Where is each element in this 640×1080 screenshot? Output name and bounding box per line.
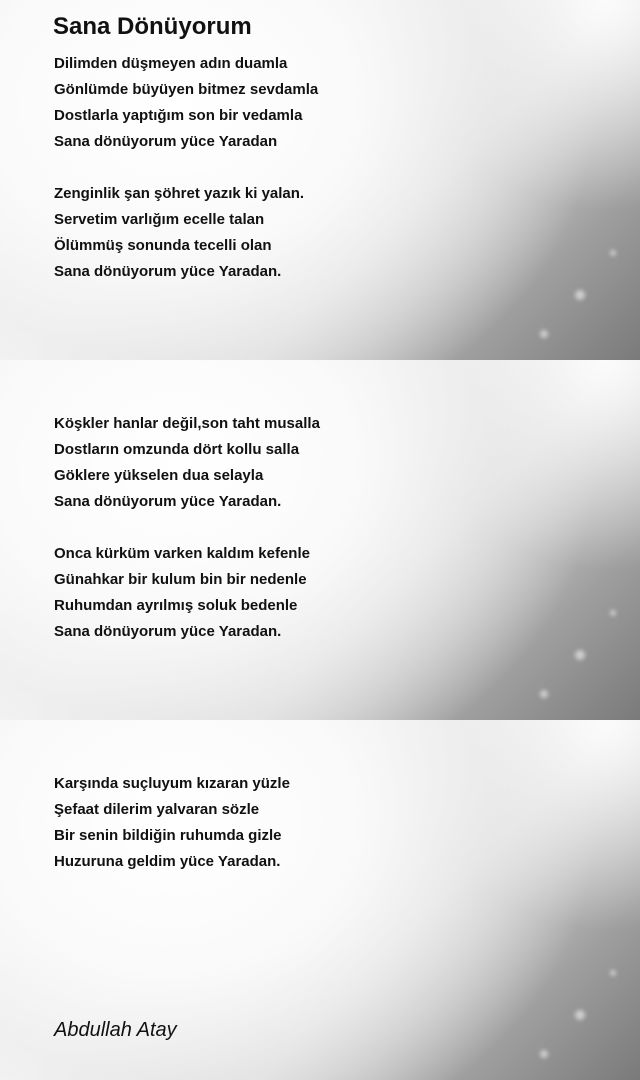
bokeh-light (610, 970, 616, 976)
stanza-1 (54, 51, 318, 155)
poem-line: Sana dönüyorum yüce Yaradan. (54, 493, 282, 510)
bokeh-light (540, 330, 548, 338)
stanza-3 (54, 411, 320, 515)
poem-panel-2 (0, 360, 640, 720)
poem-panel-1 (0, 0, 640, 360)
author-name: Abdullah Atay (54, 1019, 177, 1041)
poem-line: Servetim varlığım ecelle talan (54, 211, 265, 228)
bokeh-light (610, 250, 616, 256)
poem-line: Bir senin bildiğin ruhumda gizle (54, 827, 282, 844)
stanza-5 (54, 771, 290, 875)
poem-title: Sana Dönüyorum (53, 13, 252, 40)
poem-line: Günahkar bir kulum bin bir nedenle (54, 571, 307, 588)
poem-line: Sana dönüyorum yüce Yaradan. (54, 623, 282, 640)
poem-line: Sana dönüyorum yüce Yaradan (54, 133, 278, 150)
bokeh-light (575, 650, 585, 660)
poem-line: Onca kürküm varken kaldım kefenle (54, 545, 310, 562)
poem-line: Dilimden düşmeyen adın duamla (54, 55, 288, 72)
poem-line: Köşkler hanlar değil,son taht musalla (54, 415, 320, 432)
bokeh-light (540, 1050, 548, 1058)
poem-line: Dostlarla yaptığım son bir vedamla (54, 107, 303, 124)
bokeh-light (575, 1010, 585, 1020)
poem-line: Sana dönüyorum yüce Yaradan. (54, 263, 282, 280)
stanza-4 (54, 541, 310, 645)
poem-line: Huzuruna geldim yüce Yaradan. (54, 853, 281, 870)
poem-line: Göklere yükselen dua selayla (54, 467, 264, 484)
poem-line: Gönlümde büyüyen bitmez sevdamla (54, 81, 319, 98)
poem-line: Dostların omzunda dört kollu salla (54, 441, 300, 458)
bokeh-light (575, 290, 585, 300)
bokeh-light (540, 690, 548, 698)
bokeh-light (610, 610, 616, 616)
poem-line: Şefaat dilerim yalvaran sözle (54, 801, 260, 818)
poem-panel-3 (0, 720, 640, 1080)
stanza-2 (54, 181, 304, 285)
poem-line: Karşında suçluyum kızaran yüzle (54, 775, 290, 792)
poem-line: Zenginlik şan şöhret yazık ki yalan. (54, 185, 305, 202)
poem-line: Ölümmüş sonunda tecelli olan (54, 237, 272, 254)
poem-line: Ruhumdan ayrılmış soluk bedenle (54, 597, 298, 614)
